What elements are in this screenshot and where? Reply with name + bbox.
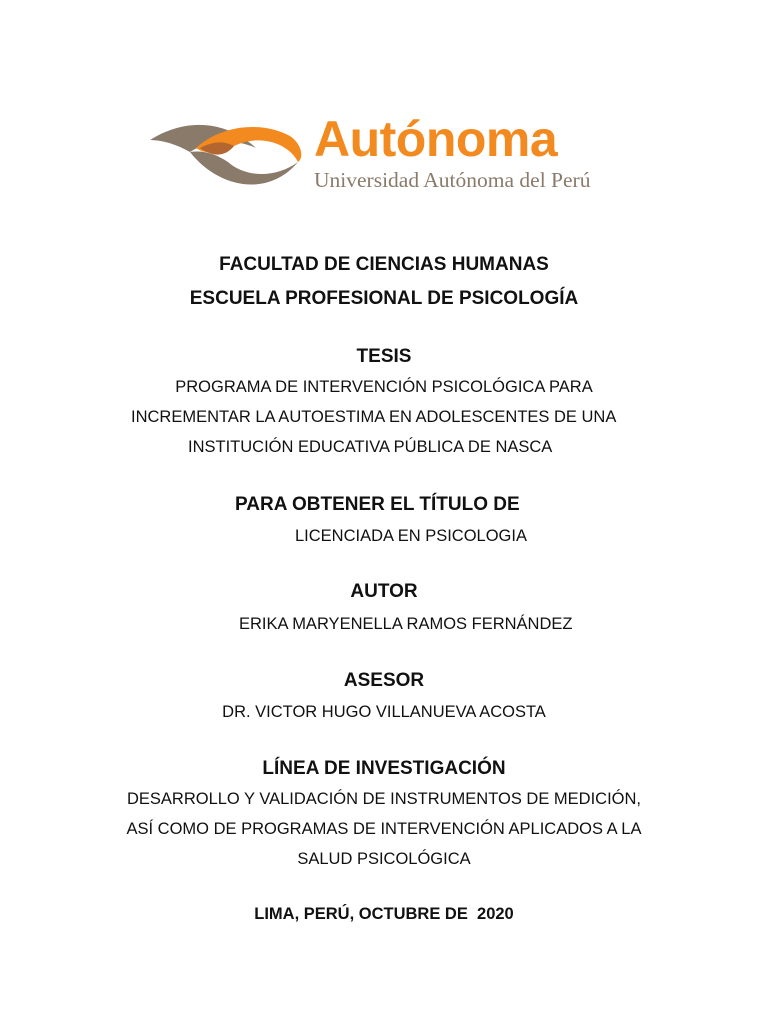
advisor-heading: ASESOR [343,670,425,691]
brand-name: Autónoma [314,111,558,167]
degree-heading: PARA OBTENER EL TÍTULO DE [235,494,520,515]
swoosh-logo-icon [148,118,308,193]
thesis-title-line-1: PROGRAMA DE INTERVENCIÓN PSICOLÓGICA PARA [175,378,593,396]
place-date: LIMA, PERÚ, OCTUBRE DE 2020 [254,905,514,923]
thesis-title-line-3: INSTITUCIÓN EDUCATIVA PÚBLICA DE NASCA [188,438,553,456]
advisor-name: DR. VICTOR HUGO VILLANUEVA ACOSTA [222,703,546,721]
research-line-3: SALUD PSICOLÓGICA [297,850,471,868]
brand-subtitle: Universidad Autónoma del Perú [314,168,591,192]
university-logo [148,110,628,200]
thesis-heading: TESIS [356,346,412,367]
author-name: ERIKA MARYENELLA RAMOS FERNÁNDEZ [239,615,573,633]
degree-value: LICENCIADA EN PSICOLOGIA [295,527,527,545]
author-heading: AUTOR [350,581,418,602]
research-line-1: DESARROLLO Y VALIDACIÓN DE INSTRUMENTOS DE MEDICIÓN, [126,790,642,808]
thesis-title-line-2: INCREMENTAR LA AUTOESTIMA EN ADOLESCENTES DE UNA [131,408,617,426]
school-heading: ESCUELA PROFESIONAL DE PSICOLOGÍA [189,288,579,309]
research-line-2: ASÍ COMO DE PROGRAMAS DE INTERVENCIÓN APLICADOS A LA [126,820,642,838]
research-line-heading: LÍNEA DE INVESTIGACIÓN [262,758,506,779]
faculty-heading: FACULTAD DE CIENCIAS HUMANAS [219,254,549,275]
